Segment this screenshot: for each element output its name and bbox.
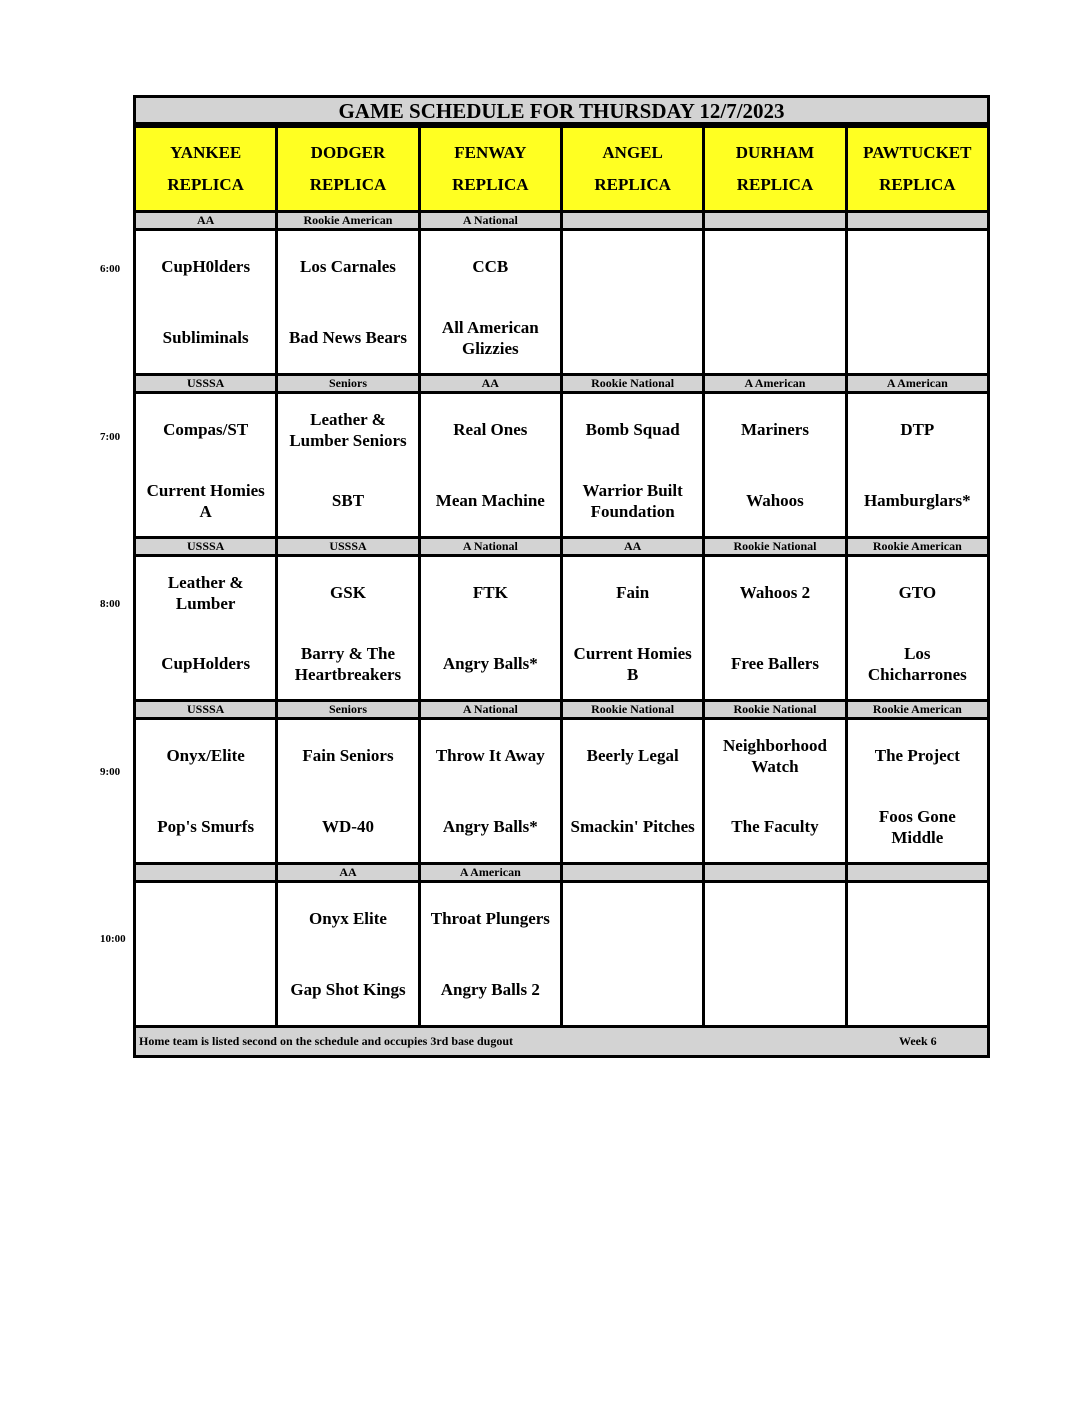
division-label: A National	[419, 701, 561, 719]
division-label: Rookie National	[704, 538, 846, 556]
game-cell	[846, 393, 988, 538]
venue-subtitle: REPLICA	[879, 175, 956, 194]
away-team: The Project	[874, 746, 960, 765]
game-cell	[704, 393, 846, 538]
away-team: Neighborhood Watch	[723, 735, 827, 776]
home-team: Wahoos	[746, 491, 804, 510]
away-team: Leather & Lumber Seniors	[289, 409, 407, 450]
venue-name: DODGER	[310, 143, 386, 162]
game-cell	[561, 556, 703, 701]
game-row	[135, 393, 989, 538]
home-team: WD-40	[322, 817, 374, 836]
division-label: Rookie American	[846, 701, 988, 719]
game-cell	[277, 719, 419, 864]
home-team: Bad News Bears	[288, 328, 408, 347]
away-team: Fain	[616, 583, 650, 602]
venue-name: DURHAM	[735, 143, 815, 162]
away-team: Throw It Away	[435, 746, 545, 765]
away-team	[705, 883, 844, 954]
footer-note: Home team is listed second on the schedule and occupies 3rd base dugout	[139, 1034, 514, 1048]
game-cell	[846, 556, 988, 701]
away-team: Wahoos 2	[739, 583, 811, 602]
division-label	[561, 212, 703, 230]
time-label: 8:00	[100, 598, 121, 610]
division-label	[704, 212, 846, 230]
away-team	[705, 231, 844, 302]
division-label	[846, 864, 988, 882]
venue-header-durham	[704, 127, 846, 212]
home-team: Foos Gone Middle	[878, 806, 956, 847]
home-team: Subliminals	[162, 328, 249, 347]
venue-subtitle: REPLICA	[452, 175, 529, 194]
away-team: Real Ones	[453, 420, 528, 439]
home-team	[705, 954, 844, 1025]
division-label: A American	[846, 375, 988, 393]
schedule-table	[133, 125, 990, 1028]
away-team: Los Carnales	[300, 257, 396, 276]
away-team: Onyx/Elite	[166, 746, 245, 765]
home-team: Warrior Built Foundation	[582, 480, 683, 521]
division-label: USSSA	[135, 701, 277, 719]
game-cell	[419, 882, 561, 1027]
game-cell	[135, 882, 277, 1027]
time-label: 6:00	[100, 263, 121, 275]
home-team: Angry Balls*	[442, 817, 538, 836]
division-label: Rookie National	[561, 701, 703, 719]
division-label: Rookie National	[561, 375, 703, 393]
away-team	[563, 883, 702, 954]
game-cell	[846, 719, 988, 864]
schedule-footer	[133, 1028, 990, 1058]
venue-header-fenway	[419, 127, 561, 212]
game-cell	[135, 719, 277, 864]
division-label: USSSA	[135, 375, 277, 393]
home-team: Smackin' Pitches	[570, 817, 695, 836]
away-team: Fain Seniors	[302, 746, 394, 765]
away-team: GTO	[898, 583, 937, 602]
venue-subtitle: REPLICA	[594, 175, 671, 194]
home-team	[563, 302, 702, 373]
venue-header-dodger	[277, 127, 419, 212]
time-label: 7:00	[100, 430, 121, 443]
division-label: A National	[419, 212, 561, 230]
away-team: GSK	[330, 583, 366, 602]
away-team: Beerly Legal	[586, 746, 679, 765]
game-cell	[561, 882, 703, 1027]
game-cell	[561, 230, 703, 375]
home-team: Hamburglars*	[863, 491, 971, 510]
division-row	[135, 375, 989, 393]
home-team	[848, 302, 987, 373]
time-label: 10:00	[100, 933, 126, 945]
game-cell	[419, 230, 561, 375]
division-label: Rookie American	[846, 538, 988, 556]
away-team	[848, 231, 987, 302]
game-cell	[135, 393, 277, 538]
game-cell	[277, 882, 419, 1027]
venue-subtitle: REPLICA	[309, 175, 387, 194]
game-cell	[419, 719, 561, 864]
division-label	[704, 864, 846, 882]
game-row	[135, 882, 989, 1027]
division-row	[135, 701, 989, 719]
away-team: FTK	[472, 583, 508, 602]
away-team: CCB	[472, 257, 509, 276]
time-label: 9:00	[100, 765, 121, 778]
away-team: Onyx Elite	[309, 909, 387, 928]
home-team: Pop's Smurfs	[157, 817, 255, 836]
division-label	[135, 864, 277, 882]
home-team: Current Homies A	[146, 480, 265, 521]
home-team	[136, 954, 275, 1025]
game-cell	[704, 882, 846, 1027]
home-team: All American Glizzies	[441, 317, 539, 358]
home-team	[705, 302, 844, 373]
game-row	[135, 230, 989, 375]
game-row	[135, 719, 989, 864]
page-title: GAME SCHEDULE FOR THURSDAY 12/7/2023	[133, 95, 990, 125]
home-team: Gap Shot Kings	[290, 980, 406, 999]
division-label: AA	[135, 212, 277, 230]
division-row	[135, 864, 989, 882]
home-team	[848, 954, 987, 1025]
venue-subtitle: REPLICA	[167, 175, 244, 194]
game-cell	[561, 393, 703, 538]
division-row	[135, 538, 989, 556]
away-team: DTP	[900, 420, 935, 439]
venue-name: ANGEL	[602, 143, 663, 162]
home-team: CupHolders	[161, 654, 251, 673]
game-cell	[277, 230, 419, 375]
home-team: Mean Machine	[435, 491, 545, 510]
division-label	[846, 212, 988, 230]
division-label: Seniors	[277, 375, 419, 393]
home-team: Angry Balls*	[442, 654, 538, 673]
game-cell	[704, 556, 846, 701]
game-cell	[846, 230, 988, 375]
game-cell	[561, 719, 703, 864]
venue-header-yankee	[135, 127, 277, 212]
game-cell	[704, 719, 846, 864]
division-label	[561, 864, 703, 882]
division-label: USSSA	[135, 538, 277, 556]
division-label: USSSA	[277, 538, 419, 556]
division-label: A American	[419, 864, 561, 882]
game-cell	[419, 393, 561, 538]
game-cell	[419, 556, 561, 701]
home-team: Angry Balls 2	[440, 980, 540, 999]
away-team	[136, 883, 275, 954]
game-cell	[135, 230, 277, 375]
game-cell	[846, 882, 988, 1027]
division-label: Rookie American	[277, 212, 419, 230]
division-label: AA	[561, 538, 703, 556]
away-team: Throat Plungers	[430, 909, 550, 928]
game-cell	[135, 556, 277, 701]
home-team: Los Chicharrones	[867, 643, 967, 684]
home-team	[563, 954, 702, 1025]
away-team	[848, 883, 987, 954]
home-team: Current Homies B	[573, 643, 692, 684]
division-label: Rookie National	[704, 701, 846, 719]
division-label: AA	[277, 864, 419, 882]
venue-subtitle: REPLICA	[736, 175, 814, 194]
venue-name: PAWTUCKET	[863, 143, 972, 162]
week-label: Week 6	[899, 1034, 937, 1048]
away-team: Mariners	[740, 420, 809, 439]
away-team: Compas/ST	[163, 420, 249, 439]
away-team: Leather & Lumber	[167, 572, 244, 613]
game-cell	[277, 556, 419, 701]
venue-header-pawtucket	[846, 127, 988, 212]
game-cell	[704, 230, 846, 375]
away-team: CupH0lders	[161, 257, 251, 276]
game-cell	[277, 393, 419, 538]
game-row	[135, 556, 989, 701]
home-team: Barry & The Heartbreakers	[294, 643, 402, 684]
home-team: Free Ballers	[730, 654, 819, 673]
home-team: The Faculty	[731, 817, 819, 836]
venue-name: FENWAY	[454, 143, 527, 162]
home-team: SBT	[331, 491, 365, 510]
division-label: A American	[704, 375, 846, 393]
division-label: Seniors	[277, 701, 419, 719]
schedule-sheet	[133, 95, 990, 1058]
division-row	[135, 212, 989, 230]
venue-name: YANKEE	[170, 143, 242, 162]
away-team: Bomb Squad	[585, 420, 680, 439]
division-label: A National	[419, 538, 561, 556]
venue-header-row	[135, 127, 989, 212]
division-label: AA	[419, 375, 561, 393]
away-team	[563, 231, 702, 302]
venue-header-angel	[561, 127, 703, 212]
